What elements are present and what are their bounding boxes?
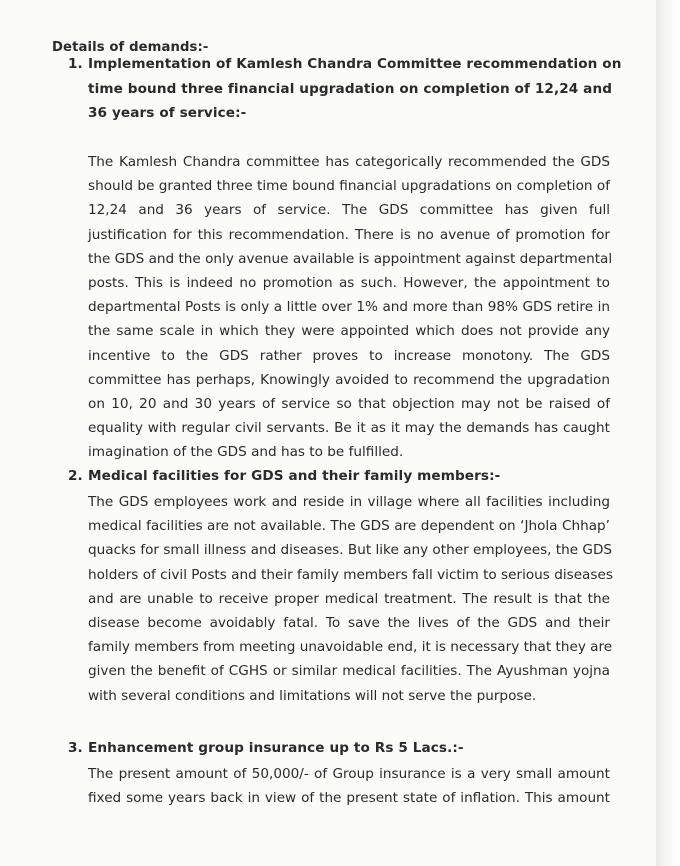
section-2-title (88, 464, 500, 489)
section-2-body-line: family members from meeting unavoidable end, it is necessary that they are (88, 639, 613, 656)
section-1-body-line: imagination of the GDS and has to be fulfilled. (88, 444, 404, 461)
section-1-body-line: posts. This is indeed no promotion as such. However, the appointment to (88, 275, 610, 292)
section-2-title-line: Medical facilities for GDS and their family members:- (88, 468, 501, 484)
section-2-body-line: medical facilities are not available. The GDS are dependent on ‘Jhola Chhap’ (88, 518, 610, 535)
section-1-body-line: on 10, 20 and 30 years of service so that objection may not be raised of (88, 396, 610, 413)
section-2-body-line: given the benefit of CGHS or similar medical facilities. The Ayushman yojna (88, 663, 610, 680)
section-2-body-line: and are unable to receive proper medical treatment. The result is that the (88, 590, 610, 607)
section-1-title-line: time bound three financial upgradation on completion of 12,24 and (88, 80, 613, 97)
section-1-body-line: The Kamlesh Chandra committee has categorically recommended the GDS (88, 154, 610, 170)
section-3-title (88, 736, 464, 761)
section-2-body-line: disease become avoidably fatal. To save the lives of the GDS and their (88, 615, 610, 632)
section-1-body-line: should be granted three time bound financial upgradations on completion of (88, 178, 610, 195)
section-1-title-line: 36 years of service:- (88, 105, 247, 121)
section-1-body-line: committee has perhaps, Knowingly avoided to recommend the upgradation (88, 371, 610, 388)
section-1-body-line: justification for this recommendation. There is no avenue of promotion for (88, 226, 610, 243)
section-3-body (88, 762, 610, 810)
section-1-body-line: equality with regular civil servants. Be it as it may the demands has caught (88, 420, 610, 437)
section-2-body-line: holders of civil Posts and their family members fall victim to serious diseases (88, 566, 613, 583)
document-heading: Details of demands:- (52, 40, 209, 55)
section-1-title (88, 52, 622, 126)
section-1-body-line: incentive to the GDS rather proves to increase monotony. The GDS (88, 347, 610, 364)
section-1-body-line: departmental Posts is only a little over 1% and more than 98% GDS retire in (88, 299, 610, 316)
section-1-number: 1. (68, 56, 83, 72)
section-3-title-line: Enhancement group insurance up to Rs 5 Lacs.:- (88, 740, 464, 756)
section-1-body (88, 150, 613, 465)
section-3-body-line: The present amount of 50,000/- of Group insurance is a very small amount (88, 766, 610, 782)
section-3-body-line: fixed some years back in view of the present state of inflation. This amount (88, 790, 610, 807)
page-edge (656, 0, 680, 866)
section-2-body-line: The GDS employees work and reside in village where all facilities including (88, 494, 610, 510)
section-1-body-line: the same scale in which they were appointed which does not provide any (88, 323, 610, 340)
section-2-body (88, 490, 613, 708)
section-1-body-line: the GDS and the only avenue available is appointment against departmental (88, 250, 613, 267)
section-3-number: 3. (68, 740, 83, 756)
section-2-number: 2. (68, 468, 83, 484)
section-2-body-line: with several conditions and limitations will not serve the purpose. (88, 687, 537, 704)
section-1-body-line: 12,24 and 36 years of service. The GDS committee has given full (88, 202, 610, 219)
section-1-title-line: Implementation of Kamlesh Chandra Committee recommendation on (88, 56, 622, 72)
section-2-body-line: quacks for small illness and diseases. But like any other employees, the GDS (88, 542, 613, 559)
